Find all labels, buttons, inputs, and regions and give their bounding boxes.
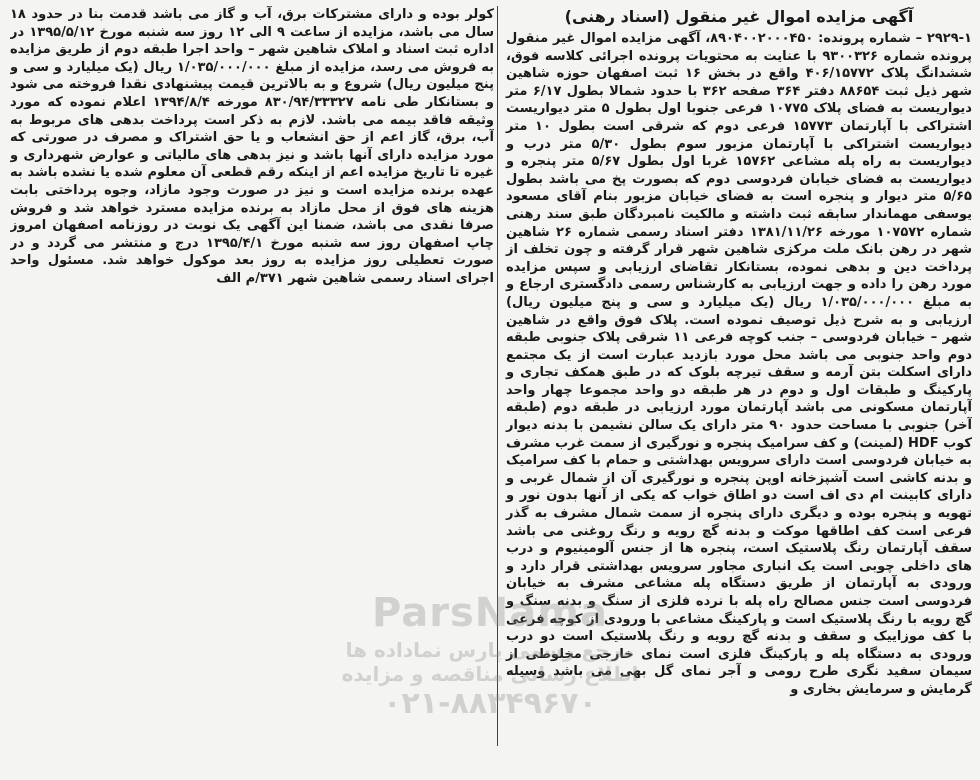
notice-left-column	[10, 6, 494, 396]
watermark-tagline: مرجع رسمی پارس نماداده ها	[345, 638, 635, 662]
watermark-phone: ۰۲۱-۸۸۳۴۹۶۷۰	[383, 686, 597, 721]
notice-body-right: ۲۹۲۹-۱ – شماره پرونده: ۸۹۰۴۰۰۲۰۰۰۴۵۰، آگهی مزایده اموال غیر منقول پرونده شماره ۹۳۰۰۳۲۶ با عنایت به محتویات پرونده اجرائی کلاسه فوق، ششدانگ پلاک ۴۰۶/۱۵۷۷۲ واقع در بخش ۱۶ ثبت اصفهان حوزه شاهین شهر ذیل ثبت ۸۸۶۵۴ دفتر ۳۶۴ صفحه ۳۶۲ با حدود شمالا بطول ۶/۱۷ متر دیواریست به فضای پلاک ۱۰۷۷۵ فرعی جنوبا اول بطول ۵ متر دیواریست اشتراکی با آپارتمان ۱۵۷۷۳ فرعی دوم که شرقی است بطول ۱۰ متر دیواریست اشتراکی با آپارتمان مزبور سوم بطول ۵/۳۰ متر درب و دیواریست به راه پله مشاعی ۱۵۷۶۲ غربا اول بطول ۵/۶۷ متر پنجره و دیواریست به فضای خیابان فردوسی دوم که بصورت پخ می باشد بطول ۵/۶۵ متر دیوار و پنجره است به فضای خیابان مزبور بنام آقای مسعود یوسفی مهماندار سابقه ثبت داشته و مالکیت نامبردگان طبق سند رهنی شماره ۱۰۷۵۷۲ مورخه ۱۳۸۱/۱۱/۲۶ دفتر اسناد رسمی شماره ۲۶ شاهین شهر در رهن بانک ملت مرکزی شاهین شهر قرار گرفته و چون تخلف از پرداخت دین و بدهی نموده، بستانکار تقاضای ارزیابی و سپس مزایده مورد رهن را داده و جهت ارزیابی به کارشناس رسمی دادگستری ارجاع و به مبلغ ۱/۰۳۵/۰۰۰/۰۰۰ ریال (یک میلیارد و سی و پنج میلیون ریال) ارزیابی و به شرح ذیل توصیف نموده است. پلاک فوق واقع در شاهین شهر – خیابان فردوسی – جنب کوچه فرعی ۱۱ شرقی پلاک جنوبی طبقه دوم واحد جنوبی می باشد محل مورد بازدید عبارت است از یک مجتمع دارای اسکلت بتن آرمه و سقف تیرچه بلوک که در طبق همکف تجاری و پارکینگ و طبقات اول و دوم در هر طبقه دو واحد مجموعا چهار واحد آپارتمان مسکونی می باشد آپارتمان مورد ارزیابی در طبقه دوم (طبقه آخر) جنوبی با مساحت حدود ۹۰ متر دارای یک سالن نشیمن با بدنه دیوار کوب HDF (لمینت) و کف سرامیک پنجره و نورگیری از سمت غرب مشرف به خیابان فردوسی است دارای سرویس بهداشتی و حمام با کف سرامیک و بدنه کاشی است آشپزخانه اوپن پنجره و نورگیری آن از شمال غربی و دارای کابینت ام دی اف است دو اطاق خواب که یکی از آنها بدون نور و تهویه و پنجره بوده و دیگری دارای پنجره از سمت شمال مشرف به گذر فرعی است کف اطاقها موکت و بدنه گچ رویه و رنگ روغنی می باشد سقف آپارتمان رنگ پلاستیک است، پنجره ها از جنس آلومینیوم و درب های داخلی چوبی است یک انباری مجاور سرویس بهداشتی قرار دارد و ورودی به آپارتمان از طریق دستگاه پله مشاعی مشرف به خیابان فردوسی است جنس مصالح راه پله با نرده فلزی از سنگ و بدنه سنگ و گچ رویه با رنگ پلاستیک است و پارکینگ مشاعی با ورودی از کوچه فرعی با کف موزاییک و سقف و بدنه گچ رویه و رنگ پلاستیک است دو درب ورودی به دستگاه پله و پارکینگ فلزی است نمای خارجی مخلوطی از سیمان سفید نگری طرح رومی و آجر نمای گل بهی می باشد وسیله گرمایش و سرمایش بخاری و	[506, 31, 972, 697]
notice-right-column	[497, 6, 972, 746]
watermark-brand: ParsNama	[372, 590, 608, 636]
notice-title: آگهی مزایده اموال غیر منقول (اسناد رهنی)	[564, 7, 914, 26]
watermark-subtitle: اطلاع رسانی مناقصه و مزایده	[341, 662, 639, 686]
notice-body-left: کولر بوده و دارای مشترکات برق، آب و گاز می باشد قدمت بنا در حدود ۱۸ سال می باشد، مزایده از ساعت ۹ الی ۱۲ روز سه شنبه مورخ ۱۳۹۵/۵/۱۲ در اداره ثبت اسناد و املاک شاهین شهر – واحد اجرا طبقه دوم از طریق مزایده به فروش می رسد، مزایده از مبلغ ۱/۰۳۵/۰۰۰/۰۰۰ ریال (یک میلیارد و سی و پنج میلیون ریال) شروع و به بالاترین قیمت پیشنهادی نقدا فروخته می شود و بستانکار طی نامه ۸۳۰/۹۴/۳۳۳۲۷ مورخه ۱۳۹۴/۸/۴ اعلام نموده که مورد وثیقه فاقد بیمه می باشد. لازم به ذکر است پرداخت بدهی های مربوط به آب، برق، گاز اعم از حق انشعاب و یا حق اشتراک و مصرف در صورتی که مورد مزایده دارای آنها باشد و نیز بدهی های مالیاتی و عوارض شهرداری و غیره تا تاریخ مزایده اعم از اینکه رقم قطعی آن معلوم شده یا نشده باشد به عهده برنده مزایده است و نیز در صورت وجود مازاد، وجوه پرداختی بابت هزینه های فوق از محل مازاد به برنده مزایده مسترد خواهد شد و فروش صرفا نقدی می باشد، ضمنا این آگهی یک نوبت در روزنامه اصفهان امروز چاپ اصفهان روز سه شنبه مورخ ۱۳۹۵/۴/۱ درج و منتشر می گردد و در صورت تعطیلی روز مزایده به روز بعد موکول خواهد شد. مسئول واحد اجرای اسناد رسمی شاهین شهر ۳۷۱/م الف	[10, 7, 494, 286]
